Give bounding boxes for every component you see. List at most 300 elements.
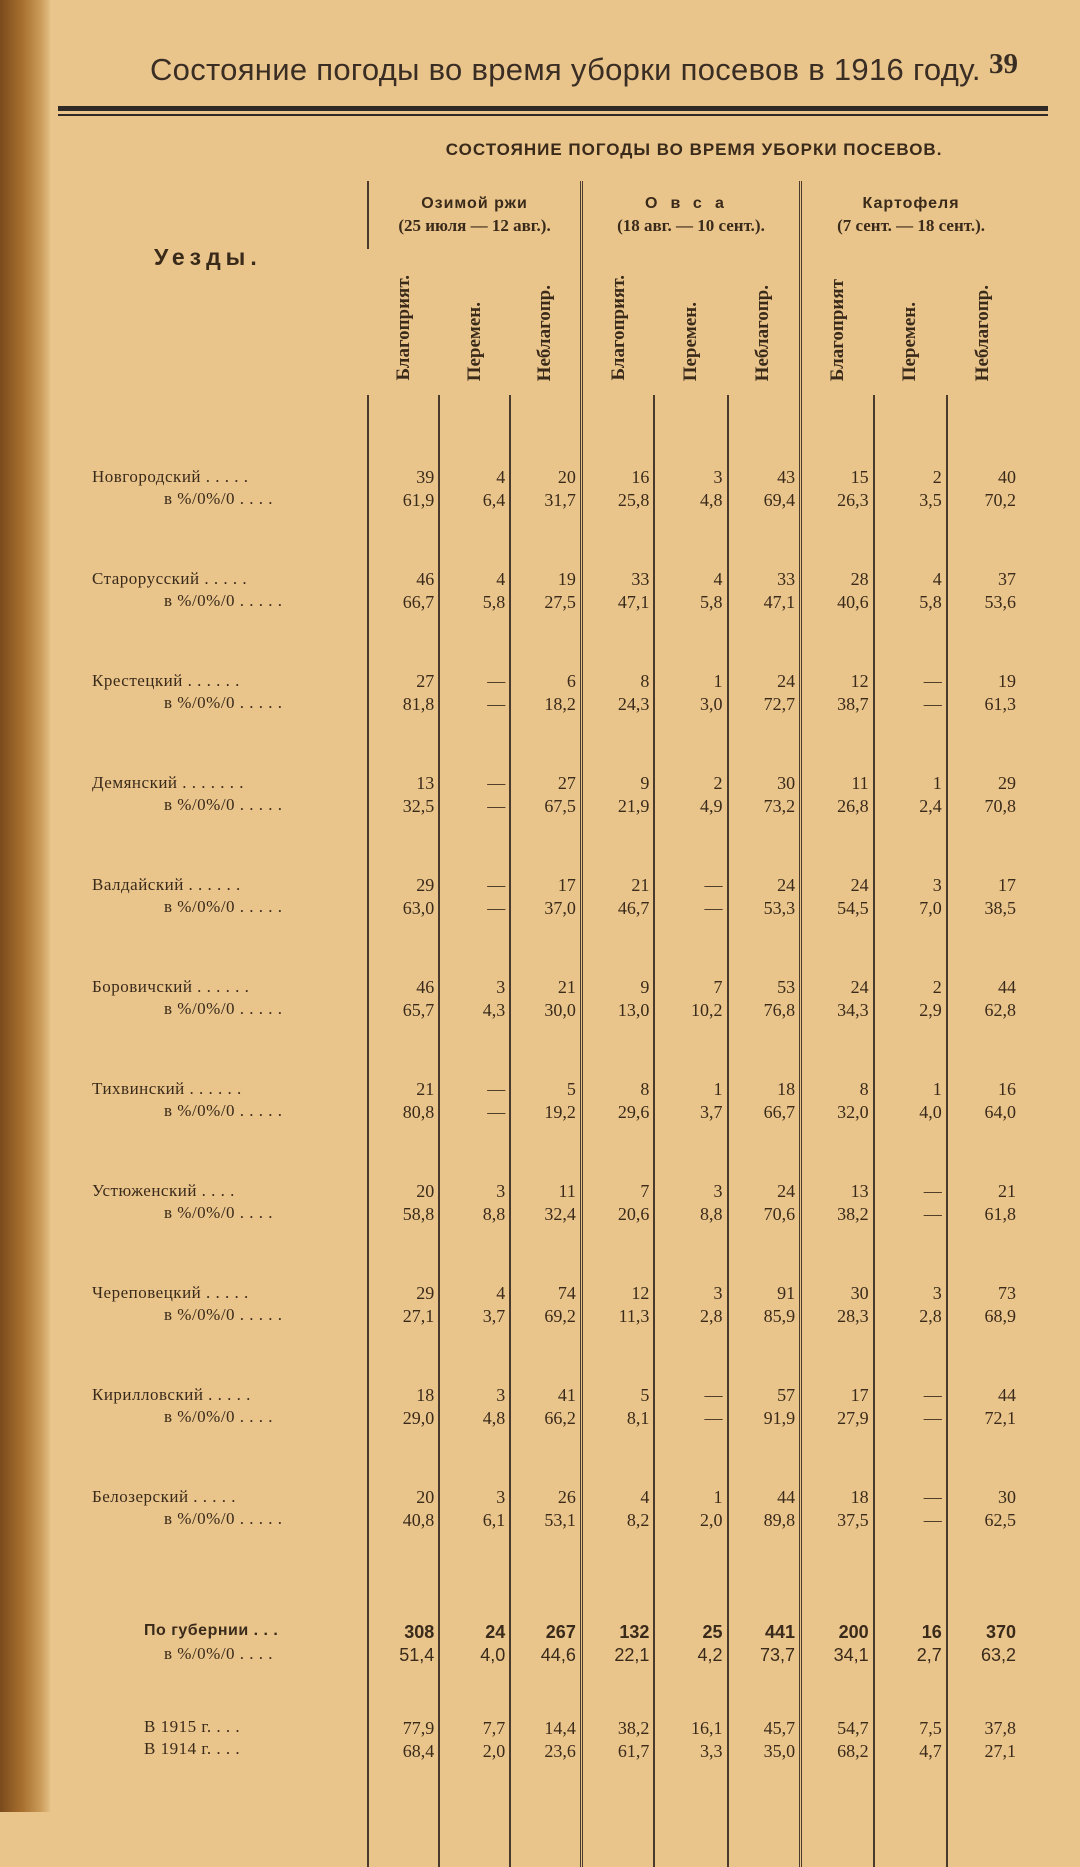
percent-value: 37,8 xyxy=(984,1718,1016,1738)
table-cell xyxy=(439,1275,510,1377)
percent-value: 73,2 xyxy=(763,796,796,816)
table-row xyxy=(84,1275,1020,1377)
table-cell xyxy=(801,663,874,765)
count-value: 4 xyxy=(496,569,506,589)
table-cell xyxy=(510,1275,581,1377)
table-cell xyxy=(947,1479,1020,1581)
percent-label: в %/0%/0 . . . . xyxy=(164,1203,274,1222)
percent-value: 80,8 xyxy=(402,1102,435,1122)
percent-value: 62,8 xyxy=(984,1000,1016,1020)
count-value: 57 xyxy=(777,1385,796,1405)
table-cell xyxy=(728,867,801,969)
subheader-label: Перемен. xyxy=(679,301,701,381)
percent-value: — xyxy=(923,694,942,714)
percent-value: 2,7 xyxy=(916,1645,942,1665)
subheader-label: Благоприят. xyxy=(607,275,629,381)
table-super-header: СОСТОЯНИЕ ПОГОДЫ ВО ВРЕМЯ УБОРКИ ПОСЕВОВ. xyxy=(445,140,943,159)
count-value: 7 xyxy=(640,1181,650,1201)
table-cell xyxy=(728,969,801,1071)
count-value: 46 xyxy=(416,569,435,589)
table-cell xyxy=(947,867,1020,969)
count-value: — xyxy=(923,1487,942,1507)
percent-label: в %/0%/0 . . . . xyxy=(164,489,274,508)
percent-value: 25,8 xyxy=(617,490,650,510)
count-value: — xyxy=(487,875,506,895)
percent-value: 70,8 xyxy=(984,796,1016,816)
percent-value: 65,7 xyxy=(402,1000,435,1020)
percent-value: 2,0 xyxy=(700,1510,723,1530)
table-cell xyxy=(368,1071,439,1173)
percent-value: 89,8 xyxy=(763,1510,796,1530)
table-cell xyxy=(581,561,654,663)
percent-value: 30,0 xyxy=(544,1000,576,1020)
percent-value: 8,8 xyxy=(700,1204,723,1224)
header-rule-thin xyxy=(58,114,1048,116)
count-value: 26 xyxy=(557,1487,576,1507)
district-name: Демянский . . . . . . . xyxy=(92,773,245,792)
percent-value: — xyxy=(487,898,506,918)
percent-value: 53,3 xyxy=(763,898,796,918)
percent-value: 38,5 xyxy=(984,898,1016,918)
count-value: 2 xyxy=(932,467,942,487)
count-value: — xyxy=(923,1385,942,1405)
percent-value: 81,8 xyxy=(402,694,435,714)
percent-value: 4,3 xyxy=(482,1000,506,1020)
percent-value: 38,2 xyxy=(837,1204,869,1224)
count-value: 27 xyxy=(557,773,576,793)
table-cell xyxy=(654,1479,727,1581)
percent-label: в %/0%/0 . . . . . xyxy=(164,1101,283,1120)
count-value: 33 xyxy=(631,569,650,589)
count-value: 2 xyxy=(713,773,723,793)
count-value: 4 xyxy=(496,1283,506,1303)
table-cell xyxy=(654,1614,727,1709)
table-cell xyxy=(581,1071,654,1173)
table-cell xyxy=(654,1275,727,1377)
count-value: 74 xyxy=(557,1283,576,1303)
crop-dates: (18 авг. — 10 сент.). xyxy=(617,216,765,235)
weather-table xyxy=(84,119,1020,1867)
page-header xyxy=(150,48,1020,100)
count-value: 24 xyxy=(485,1622,506,1642)
table-cell xyxy=(581,1275,654,1377)
percent-value: 68,4 xyxy=(402,1741,435,1761)
percent-label: в %/0%/0 . . . . . xyxy=(164,999,283,1018)
count-value: — xyxy=(487,1079,506,1099)
table-row xyxy=(84,1709,1020,1827)
count-value: 3 xyxy=(496,1385,506,1405)
table-cell xyxy=(439,1614,510,1709)
percent-value: 61,9 xyxy=(402,490,435,510)
subheader-label: Неблагопр. xyxy=(534,284,556,381)
table-cell xyxy=(801,561,874,663)
percent-value: 26,3 xyxy=(837,490,869,510)
subheader-label: Благоприят xyxy=(826,278,848,381)
crop-dates: (25 июля — 12 авг.). xyxy=(398,216,551,235)
table-cell xyxy=(439,1479,510,1581)
table-row xyxy=(84,765,1020,867)
subheader-7 xyxy=(874,249,947,395)
count-value: 17 xyxy=(998,875,1016,895)
subheader-label: Перемен. xyxy=(463,301,485,381)
count-value: 5 xyxy=(640,1385,650,1405)
count-value: 1 xyxy=(713,1079,723,1099)
percent-value: 66,7 xyxy=(402,592,435,612)
count-value: 41 xyxy=(557,1385,576,1405)
count-value: 30 xyxy=(998,1487,1016,1507)
table-cell xyxy=(368,663,439,765)
table-cell xyxy=(510,1377,581,1479)
percent-value: 16,1 xyxy=(691,1718,723,1738)
table-cell xyxy=(581,1173,654,1275)
count-value: 16 xyxy=(998,1079,1016,1099)
table-cell xyxy=(368,1377,439,1479)
count-value: 17 xyxy=(557,875,576,895)
percent-value: 40,6 xyxy=(837,592,869,612)
table-row xyxy=(84,867,1020,969)
percent-value: 5,8 xyxy=(919,592,942,612)
count-value: 24 xyxy=(850,875,869,895)
percent-value: 70,2 xyxy=(984,490,1016,510)
percent-value: 7,5 xyxy=(919,1718,942,1738)
count-value: 3 xyxy=(713,467,723,487)
table-cell xyxy=(368,1275,439,1377)
percent-value: — xyxy=(487,694,506,714)
table-cell xyxy=(874,1071,947,1173)
table-cell xyxy=(728,459,801,561)
percent-value: 68,9 xyxy=(984,1306,1016,1326)
count-value: 20 xyxy=(416,1487,435,1507)
table-cell xyxy=(510,1479,581,1581)
percent-value: 29,6 xyxy=(617,1102,650,1122)
table-cell xyxy=(801,1377,874,1479)
percent-value: — xyxy=(704,898,723,918)
percent-label: в %/0%/0 . . . . . xyxy=(164,693,283,712)
count-value: 28 xyxy=(850,569,869,589)
count-value: 3 xyxy=(713,1283,723,1303)
crop-dates: (7 сент. — 18 сент.). xyxy=(837,216,985,235)
count-value: 12 xyxy=(850,671,869,691)
percent-value: 40,8 xyxy=(402,1510,435,1530)
count-value: 46 xyxy=(416,977,435,997)
count-value: 8 xyxy=(640,671,650,691)
count-value: 24 xyxy=(777,875,796,895)
percent-value: 27,5 xyxy=(544,592,576,612)
table-row xyxy=(84,459,1020,561)
subheader-3 xyxy=(581,249,654,395)
count-value: 39 xyxy=(416,467,435,487)
percent-value: 22,1 xyxy=(614,1645,650,1665)
subheader-1 xyxy=(439,249,510,395)
percent-value: 69,2 xyxy=(544,1306,576,1326)
table-cell xyxy=(368,969,439,1071)
table-cell xyxy=(581,459,654,561)
percent-value: 4,8 xyxy=(700,490,723,510)
count-value: 21 xyxy=(557,977,576,997)
table-cell xyxy=(728,1614,801,1709)
count-value: 200 xyxy=(838,1622,869,1642)
percent-value: — xyxy=(487,1102,506,1122)
table-cell xyxy=(801,969,874,1071)
percent-value: 7,0 xyxy=(919,898,942,918)
table-cell xyxy=(947,1071,1020,1173)
percent-value: 5,8 xyxy=(482,592,506,612)
count-value: 3 xyxy=(932,875,942,895)
table-cell xyxy=(510,1173,581,1275)
percent-value: 10,2 xyxy=(691,1000,723,1020)
count-value: 1 xyxy=(932,773,942,793)
table-cell xyxy=(654,459,727,561)
subheader-label: Неблагопр. xyxy=(752,284,774,381)
count-value: 267 xyxy=(545,1622,576,1642)
table-cell xyxy=(510,561,581,663)
count-value: 3 xyxy=(496,977,506,997)
table-cell xyxy=(581,663,654,765)
table-cell xyxy=(947,1614,1020,1709)
count-value: 73 xyxy=(998,1283,1016,1303)
percent-value: 2,8 xyxy=(919,1306,942,1326)
count-value: 1 xyxy=(713,671,723,691)
table-cell xyxy=(947,765,1020,867)
district-name: Валдайский . . . . . . xyxy=(92,875,241,894)
table-cell xyxy=(510,1071,581,1173)
count-value: — xyxy=(487,773,506,793)
subheader-5 xyxy=(728,249,801,395)
table-cell xyxy=(581,765,654,867)
table-cell xyxy=(654,867,727,969)
percent-value: 8,2 xyxy=(626,1510,650,1530)
count-value: 16 xyxy=(921,1622,942,1642)
count-value: 13 xyxy=(416,773,435,793)
table-cell xyxy=(439,663,510,765)
subheader-label: Благоприят. xyxy=(392,275,414,381)
count-value: 20 xyxy=(416,1181,435,1201)
count-value: 8 xyxy=(640,1079,650,1099)
percent-value: 54,7 xyxy=(837,1718,869,1738)
table-cell xyxy=(510,765,581,867)
count-value: 18 xyxy=(777,1079,796,1099)
percent-label: в %/0%/0 . . . . xyxy=(164,1407,274,1426)
table-cell xyxy=(801,765,874,867)
percent-value: 47,1 xyxy=(617,592,650,612)
table-row xyxy=(84,1377,1020,1479)
percent-value: — xyxy=(704,1408,723,1428)
table-cell xyxy=(947,1173,1020,1275)
crop-header-rye xyxy=(368,181,581,249)
percent-value: 18,2 xyxy=(544,694,576,714)
percent-value: 6,1 xyxy=(482,1510,506,1530)
percent-value: 4,0 xyxy=(480,1645,506,1665)
table-cell xyxy=(801,867,874,969)
subheader-4 xyxy=(654,249,727,395)
table-cell xyxy=(654,765,727,867)
table-cell xyxy=(654,1709,727,1827)
uezdy-header: Уезды. xyxy=(154,243,262,270)
table-cell xyxy=(368,1709,439,1827)
count-value: — xyxy=(704,875,723,895)
count-value: 21 xyxy=(416,1079,435,1099)
table-cell xyxy=(439,459,510,561)
count-value: 18 xyxy=(416,1385,435,1405)
table-row xyxy=(84,1071,1020,1173)
count-value: 4 xyxy=(932,569,942,589)
percent-value: 37,0 xyxy=(544,898,576,918)
count-value: 91 xyxy=(777,1283,796,1303)
table-cell xyxy=(947,1709,1020,1827)
percent-value: 3,0 xyxy=(700,694,723,714)
district-name: Кирилловский . . . . . xyxy=(92,1385,251,1404)
percent-value: 35,0 xyxy=(763,1741,796,1761)
table-cell xyxy=(654,663,727,765)
percent-value: 62,5 xyxy=(984,1510,1016,1530)
count-value: 4 xyxy=(713,569,723,589)
count-value: 43 xyxy=(777,467,796,487)
table-cell xyxy=(439,1377,510,1479)
percent-value: 61,8 xyxy=(984,1204,1016,1224)
count-value: 11 xyxy=(558,1181,576,1201)
percent-label: в %/0%/0 . . . . . xyxy=(164,1305,283,1324)
count-value: 12 xyxy=(631,1283,650,1303)
table-cell xyxy=(439,561,510,663)
count-value: 29 xyxy=(416,1283,435,1303)
percent-value: 24,3 xyxy=(617,694,650,714)
table-cell xyxy=(368,765,439,867)
percent-value: 47,1 xyxy=(763,592,796,612)
percent-value: 67,5 xyxy=(544,796,576,816)
percent-value: 73,7 xyxy=(760,1645,796,1665)
table-cell xyxy=(947,459,1020,561)
count-value: 53 xyxy=(777,977,796,997)
table-cell xyxy=(947,561,1020,663)
table-cell xyxy=(728,1071,801,1173)
percent-value: 77,9 xyxy=(402,1718,435,1738)
table-cell xyxy=(654,1377,727,1479)
count-value: 18 xyxy=(850,1487,869,1507)
count-value: 4 xyxy=(640,1487,650,1507)
percent-value: 14,4 xyxy=(544,1718,576,1738)
percent-value: 4,8 xyxy=(482,1408,506,1428)
count-value: 27 xyxy=(416,671,435,691)
table-cell xyxy=(439,1071,510,1173)
table-cell xyxy=(654,561,727,663)
crop-name: Озимой ржи xyxy=(421,195,528,212)
percent-value: 13,0 xyxy=(617,1000,650,1020)
percent-value: 19,2 xyxy=(544,1102,576,1122)
percent-value: 70,6 xyxy=(763,1204,796,1224)
percent-value: — xyxy=(923,1510,942,1530)
table-cell xyxy=(581,1377,654,1479)
percent-label: в %/0%/0 . . . . . xyxy=(164,1509,283,1528)
count-value: 9 xyxy=(640,773,650,793)
subheader-label: Неблагопр. xyxy=(972,284,994,381)
district-name: Тихвинский . . . . . . xyxy=(92,1079,242,1098)
count-value: 21 xyxy=(998,1181,1016,1201)
district-name: Череповецкий . . . . . xyxy=(92,1283,249,1302)
percent-value: 3,7 xyxy=(700,1102,723,1122)
count-value: 44 xyxy=(998,977,1016,997)
count-value: 19 xyxy=(557,569,576,589)
count-value: 20 xyxy=(557,467,576,487)
table-row xyxy=(84,1173,1020,1275)
percent-value: 31,7 xyxy=(544,490,576,510)
table-cell xyxy=(801,1479,874,1581)
count-value: — xyxy=(704,1385,723,1405)
crop-header-potatoes xyxy=(801,181,1020,249)
percent-value: 21,9 xyxy=(617,796,650,816)
table-cell xyxy=(510,663,581,765)
percent-value: 72,7 xyxy=(763,694,796,714)
table-cell xyxy=(874,1377,947,1479)
table-cell xyxy=(801,1275,874,1377)
count-value: 44 xyxy=(998,1385,1016,1405)
count-value: 17 xyxy=(850,1385,869,1405)
percent-value: 2,8 xyxy=(700,1306,723,1326)
count-value: 30 xyxy=(777,773,796,793)
table-cell xyxy=(581,1709,654,1827)
crop-name: Овса xyxy=(645,195,737,212)
count-value: 37 xyxy=(998,569,1016,589)
percent-value: 72,1 xyxy=(984,1408,1016,1428)
percent-label: в %/0%/0 . . . . xyxy=(164,1644,274,1663)
table-cell xyxy=(581,969,654,1071)
percent-value: 4,9 xyxy=(700,796,723,816)
table-cell xyxy=(510,867,581,969)
percent-value: 8,8 xyxy=(482,1204,506,1224)
percent-value: 53,1 xyxy=(544,1510,576,1530)
percent-value: 29,0 xyxy=(402,1408,435,1428)
percent-value: 69,4 xyxy=(763,490,796,510)
count-value: 11 xyxy=(851,773,869,793)
count-value: 132 xyxy=(619,1622,650,1642)
year-label: В 1914 г. . . . xyxy=(144,1739,241,1758)
percent-value: 2,9 xyxy=(919,1000,942,1020)
table-cell xyxy=(368,459,439,561)
percent-value: 5,8 xyxy=(700,592,723,612)
count-value: 13 xyxy=(850,1181,869,1201)
count-value: 3 xyxy=(713,1181,723,1201)
percent-value: 32,5 xyxy=(402,796,435,816)
percent-value: 20,6 xyxy=(617,1204,650,1224)
percent-value: 2,4 xyxy=(919,796,942,816)
count-value: 16 xyxy=(631,467,650,487)
count-value: 30 xyxy=(850,1283,869,1303)
count-value: 40 xyxy=(998,467,1016,487)
percent-value: 46,7 xyxy=(617,898,650,918)
percent-value: 66,2 xyxy=(544,1408,576,1428)
percent-value: 58,8 xyxy=(402,1204,435,1224)
table-cell xyxy=(510,1614,581,1709)
percent-value: 8,1 xyxy=(626,1408,650,1428)
table-cell xyxy=(581,867,654,969)
percent-value: 4,2 xyxy=(697,1645,723,1665)
percent-value: 27,9 xyxy=(837,1408,869,1428)
percent-value: 3,5 xyxy=(919,490,942,510)
percent-value: 44,6 xyxy=(540,1645,576,1665)
district-name: Белозерский . . . . . xyxy=(92,1487,237,1506)
table-cell xyxy=(581,1479,654,1581)
percent-value: 63,2 xyxy=(980,1645,1016,1665)
percent-value: 37,5 xyxy=(837,1510,869,1530)
count-value: 6 xyxy=(566,671,576,691)
subheader-2 xyxy=(510,249,581,395)
percent-value: 66,7 xyxy=(763,1102,796,1122)
percent-value: 85,9 xyxy=(763,1306,796,1326)
count-value: 9 xyxy=(640,977,650,997)
table-cell xyxy=(439,765,510,867)
table-cell xyxy=(801,1173,874,1275)
table-cell xyxy=(947,1377,1020,1479)
table-cell xyxy=(801,1614,874,1709)
